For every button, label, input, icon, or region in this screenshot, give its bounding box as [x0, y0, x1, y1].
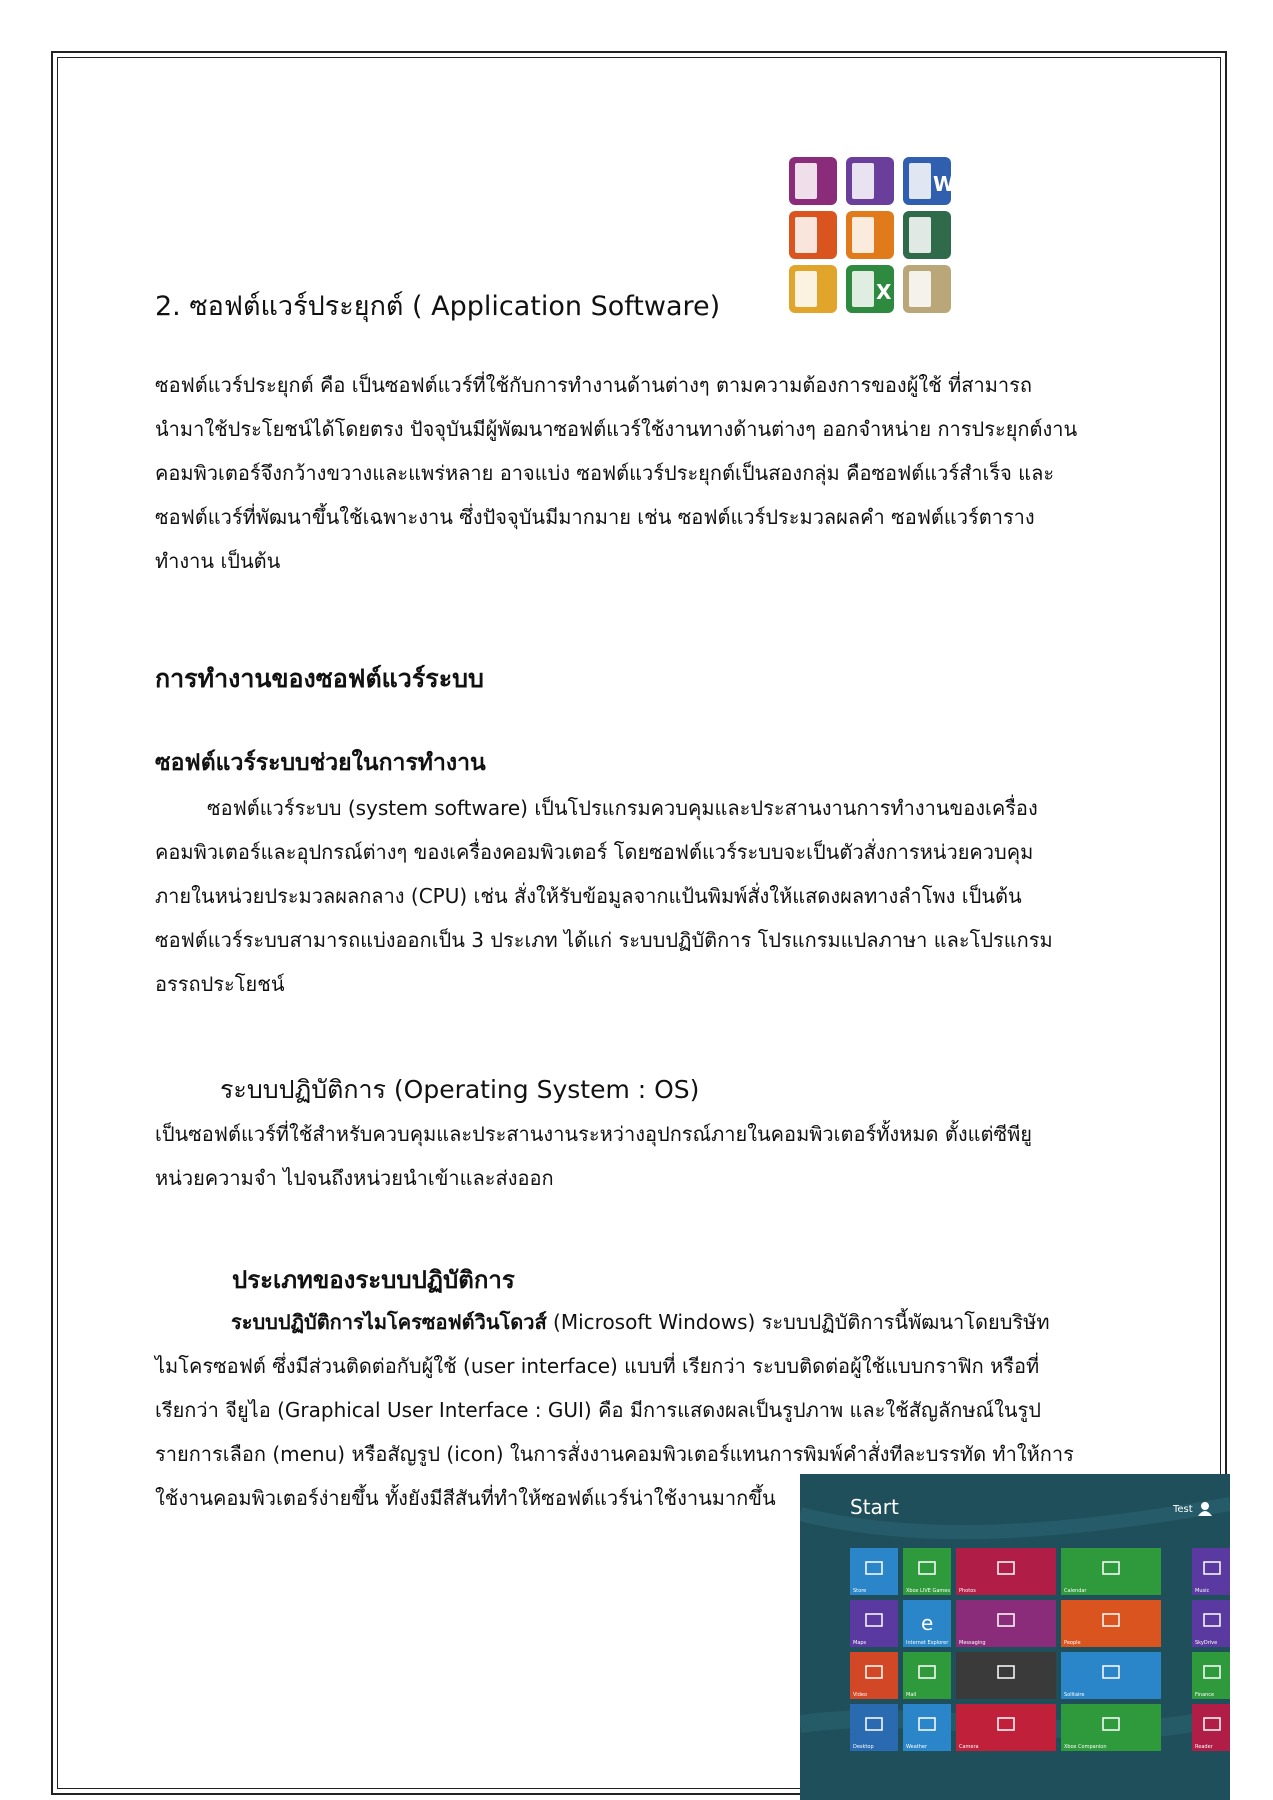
tile-label: SkyDrive	[1195, 1640, 1218, 1646]
tile-label: Xbox Companion	[1064, 1744, 1107, 1750]
tile	[1192, 1652, 1230, 1699]
access-icon	[789, 157, 837, 205]
tile	[956, 1652, 1056, 1699]
tile-label: Video	[853, 1692, 868, 1698]
excel-icon	[846, 265, 894, 313]
system-line: ซอฟต์แวร์ระบบสามารถแบ่งออกเป็น 3 ประเภท ได้แก่ ระบบปฏิบัติการ โปรแกรมแปลภาษา และโปรแกรม	[155, 928, 1053, 952]
os-line: เป็นซอฟต์แวร์ที่ใช้สำหรับควบคุมและประสานงานระหว่างอุปกรณ์ภายในคอมพิวเตอร์ทั้งหมด ตั้งแต่ซีพียู	[155, 1122, 1033, 1146]
tile	[956, 1704, 1056, 1751]
outlook-icon	[789, 265, 837, 313]
windows-line: รายการเลือก (menu) หรือสัญรูป (icon) ในการสั่งงานคอมพิวเตอร์แทนการพิมพ์คำสั่งทีละบรรทัด ทำให้การ	[155, 1442, 1074, 1466]
tile	[1061, 1548, 1161, 1595]
tile	[1061, 1704, 1161, 1751]
office-icons-image	[785, 155, 957, 317]
system-line: ภายในหน่วยประมวลผลกลาง (CPU) เช่น สั่งให้รับข้อมูลจากแป้นพิมพ์สั่งให้แสดงผลทางลำโพง เป็นต้น	[155, 884, 1022, 908]
tile	[1061, 1600, 1161, 1647]
tile-label: Solitaire	[1064, 1692, 1085, 1698]
tile	[903, 1652, 951, 1699]
intro-paragraph	[155, 363, 1125, 583]
start-label: Start	[850, 1495, 899, 1519]
system-line: ซอฟต์แวร์ระบบ (system software) เป็นโปรแกรมควบคุมและประสานงานการทำงานของเครื่อง	[207, 796, 1038, 820]
tile-label: Finance	[1195, 1692, 1215, 1698]
powerpoint-icon	[789, 211, 837, 259]
heading-help: ซอฟต์แวร์ระบบช่วยในการทำงาน	[155, 750, 486, 776]
intro-line: ทำงาน เป็นต้น	[155, 549, 281, 573]
tile	[850, 1600, 898, 1647]
tile-label: Desktop	[853, 1744, 874, 1750]
svg-text:X: X	[876, 280, 892, 304]
office-icon	[846, 211, 894, 259]
intro-line: ซอฟต์แวร์ประยุกต์ คือ เป็นซอฟต์แวร์ที่ใช้กับการทำงานด้านต่างๆ ตามความต้องการของผู้ใช้ ที่สามารถ	[155, 373, 1032, 397]
tile	[956, 1548, 1056, 1595]
tile-label: People	[1064, 1640, 1081, 1646]
windows-first-rest: (Microsoft Windows) ระบบปฏิบัติการนี้พัฒนาโดยบริษัท	[546, 1310, 1050, 1334]
infopath-icon	[846, 157, 894, 205]
user-label: Test	[1173, 1504, 1193, 1515]
heading-system: การทำงานของซอฟต์แวร์ระบบ	[155, 664, 484, 693]
windows-line-first	[155, 1300, 1125, 1344]
windows-line: ใช้งานคอมพิวเตอร์ง่ายขึ้น ทั้งยังมีสีสันที่ทำให้ซอฟต์แวร์น่าใช้งานมากขึ้น	[155, 1486, 776, 1510]
tile	[850, 1548, 898, 1595]
tile	[956, 1600, 1056, 1647]
word-icon	[903, 157, 955, 205]
heading-types: ประเภทของระบบปฏิบัติการ	[232, 1266, 515, 1294]
tile-label: Calendar	[1064, 1588, 1087, 1594]
svg-text:W: W	[933, 172, 956, 196]
system-paragraph	[155, 786, 1125, 1006]
os-line: หน่วยความจำ ไปจนถึงหน่วยนำเข้าและส่งออก	[155, 1166, 554, 1190]
tile	[850, 1652, 898, 1699]
tile-label: Internet Explorer	[906, 1640, 949, 1646]
tile	[1192, 1600, 1230, 1647]
tile-label: Xbox LIVE Games	[906, 1588, 950, 1594]
system-line: อรรถประโยชน์	[155, 972, 285, 996]
windows-bold-term: ระบบปฏิบัติการไมโครซอฟต์วินโดวส์	[231, 1310, 547, 1334]
tile-label: Camera	[959, 1744, 979, 1750]
svg-text:e: e	[921, 1611, 934, 1635]
windows-line: เรียกว่า จียูไอ (Graphical User Interface : GUI) คือ มีการแสดงผลเป็นรูปภาพ และใช้สัญลักษณ์ในรูป	[155, 1398, 1041, 1422]
tile-label: Music	[1195, 1588, 1210, 1594]
tile	[903, 1600, 951, 1647]
tile-label: Weather	[906, 1744, 928, 1750]
publisher-icon	[903, 211, 951, 259]
intro-line: นำมาใช้ประโยชน์ได้โดยตรง ปัจจุบันมีผู้พัฒนาซอฟต์แวร์ใช้งานทางด้านต่างๆ ออกจำหน่าย การประยุกต์งาน	[155, 417, 1078, 441]
windows-line: ไมโครซอฟต์ ซึ่งมีส่วนติดต่อกับผู้ใช้ (user interface) แบบที่ เรียกว่า ระบบติดต่อผู้ใช้แบบกราฟิก หรือที่	[155, 1354, 1040, 1378]
heading-os: ระบบปฏิบัติการ (Operating System : OS)	[220, 1075, 700, 1104]
tile-label: Mail	[906, 1692, 917, 1698]
tile	[1192, 1704, 1230, 1751]
tile-label: Maps	[853, 1640, 867, 1646]
other-icon	[903, 265, 951, 313]
tile-label: Photos	[959, 1588, 976, 1594]
tile-label: Store	[853, 1588, 867, 1594]
tile	[1061, 1652, 1161, 1699]
section-title: 2. ซอฟต์แวร์ประยุกต์ ( Application Software)	[155, 291, 721, 322]
tile	[903, 1548, 951, 1595]
tile	[903, 1704, 951, 1751]
system-line: คอมพิวเตอร์และอุปกรณ์ต่างๆ ของเครื่องคอมพิวเตอร์ โดยซอฟต์แวร์ระบบจะเป็นตัวสั่งการหน่วยควบคุม	[155, 840, 1034, 864]
intro-line: ซอฟต์แวร์ที่พัฒนาขึ้นใช้เฉพาะงาน ซึ่งปัจจุบันมีมากมาย เช่น ซอฟต์แวร์ประมวลผลคำ ซอฟต์แวร์ตาราง	[155, 505, 1035, 529]
intro-line: คอมพิวเตอร์จึงกว้างขวางและแพร่หลาย อาจแบ่ง ซอฟต์แวร์ประยุกต์เป็นสองกลุ่ม คือซอฟต์แวร์สำเร็จ และ	[155, 461, 1055, 485]
tile-label: Reader	[1195, 1744, 1213, 1750]
windows8-start-screenshot	[800, 1474, 1230, 1800]
tile-label: Messaging	[959, 1640, 986, 1646]
tile	[1192, 1548, 1230, 1595]
tile	[850, 1704, 898, 1751]
os-paragraph	[155, 1112, 1125, 1200]
